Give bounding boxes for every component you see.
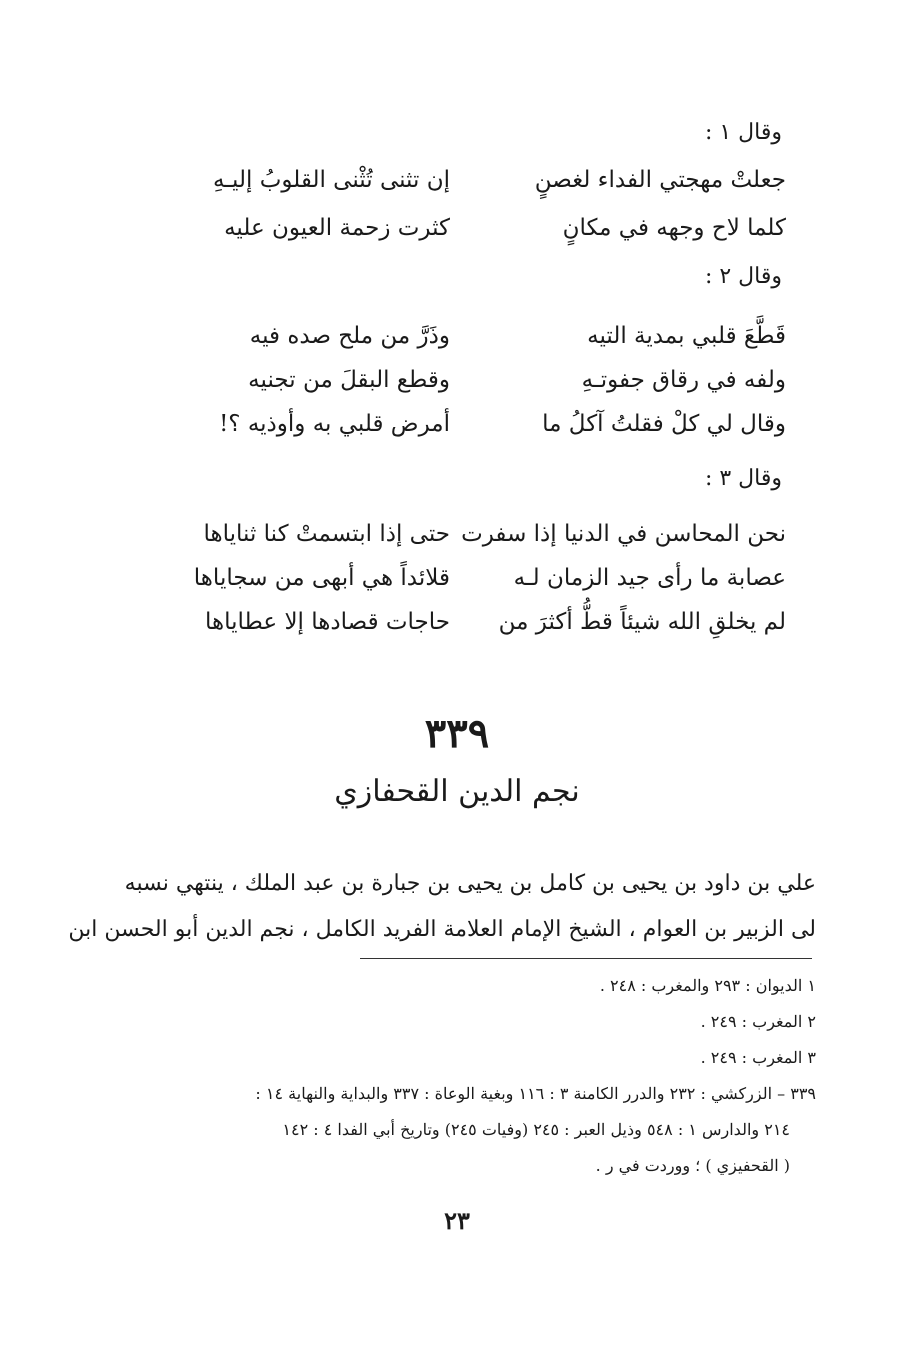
verse-second-hemistich: حاجات قصادها إلا عطاياها	[204, 609, 450, 635]
verse-line	[86, 404, 786, 444]
verse-line	[86, 316, 786, 356]
verse-first-hemistich: عصابة ما رأى جيد الزمان لـه	[513, 565, 786, 591]
verse-first-hemistich: نحن المحاسن في الدنيا إذا سفرت	[461, 521, 786, 547]
page-number: ٢٣	[444, 1206, 470, 1235]
footnote-2: ٢ المغرب : ٢٤٩ .	[700, 1012, 816, 1031]
verse-second-hemistich: كثرت زحمة العيون عليه	[224, 215, 450, 241]
verse-line	[86, 558, 786, 598]
verse-line	[86, 160, 786, 200]
footnote-339-cont: ٢١٤ والدارس ١ : ٥٤٨ وذيل العبر : ٢٤٥ (وفيات ٢٤٥) وتاريخ أبي الفدا ٤ : ١٤٢	[282, 1120, 790, 1139]
poem-intro-3: وقال ٣ :	[704, 466, 782, 491]
verse-second-hemistich: إن تثنى تُثْنى القلوبُ إليـهِ	[212, 167, 450, 193]
verse-second-hemistich: وقطع البقلَ من تجنيه	[248, 367, 450, 393]
footnote-1: ١ الديوان : ٢٩٣ والمغرب : ٢٤٨ .	[599, 976, 816, 995]
biography-line: لى الزبير بن العوام ، الشيخ الإمام العلامة الفريد الكامل ، نجم الدين أبو الحسن ابن	[68, 917, 816, 942]
verse-first-hemistich: كلما لاح وجهه في مكانٍ	[562, 215, 786, 241]
verse-first-hemistich: ولفه في رقاق جفوتـهِ	[581, 367, 786, 393]
verse-first-hemistich: وقال لي كلْ فقلتُ آكلُ ما	[542, 411, 786, 437]
verse-second-hemistich: وذَرَّ من ملح صده فيه	[249, 323, 450, 349]
verse-line	[86, 360, 786, 400]
biography-name: نجم الدين القحفازي	[334, 774, 580, 809]
footnote-divider	[360, 958, 812, 959]
verse-line	[86, 514, 786, 554]
poem-intro-2: وقال ٢ :	[704, 264, 782, 289]
verse-second-hemistich: أمرض قلبي به وأوذيه ؟!	[219, 411, 450, 437]
footnote-339: ٣٣٩ – الزركشي : ٢٣٢ والدرر الكامنة ٣ : ١١٦ وبغية الوعاة : ٣٣٧ والبداية والنهاية ١٤ :	[255, 1084, 816, 1103]
verse-line	[86, 208, 786, 248]
footnote-3: ٣ المغرب : ٢٤٩ .	[700, 1048, 816, 1067]
verse-first-hemistich: جعلتْ مهجتي الفداء لغصنٍ	[534, 167, 786, 193]
biography-line: علي بن داود بن يحيى بن كامل بن يحيى بن جبارة بن عبد الملك ، ينتهي نسبه	[124, 871, 816, 896]
biography-number: ٣٣٩	[424, 710, 490, 757]
verse-line	[86, 602, 786, 642]
verse-first-hemistich: قَطَّعَ قلبي بمدية التيه	[587, 323, 786, 349]
footnote-339-cont: ( القحفيزي ) ؛ ووردت في ر .	[595, 1156, 790, 1175]
verse-first-hemistich: لم يخلقِ الله شيئاً قطُّ أكثرَ من	[498, 609, 786, 635]
verse-second-hemistich: قلائداً هي أبهى من سجاياها	[193, 565, 450, 591]
verse-second-hemistich: حتى إذا ابتسمتْ كنا ثناياها	[203, 521, 450, 547]
poem-intro-1: وقال ١ :	[704, 120, 782, 145]
